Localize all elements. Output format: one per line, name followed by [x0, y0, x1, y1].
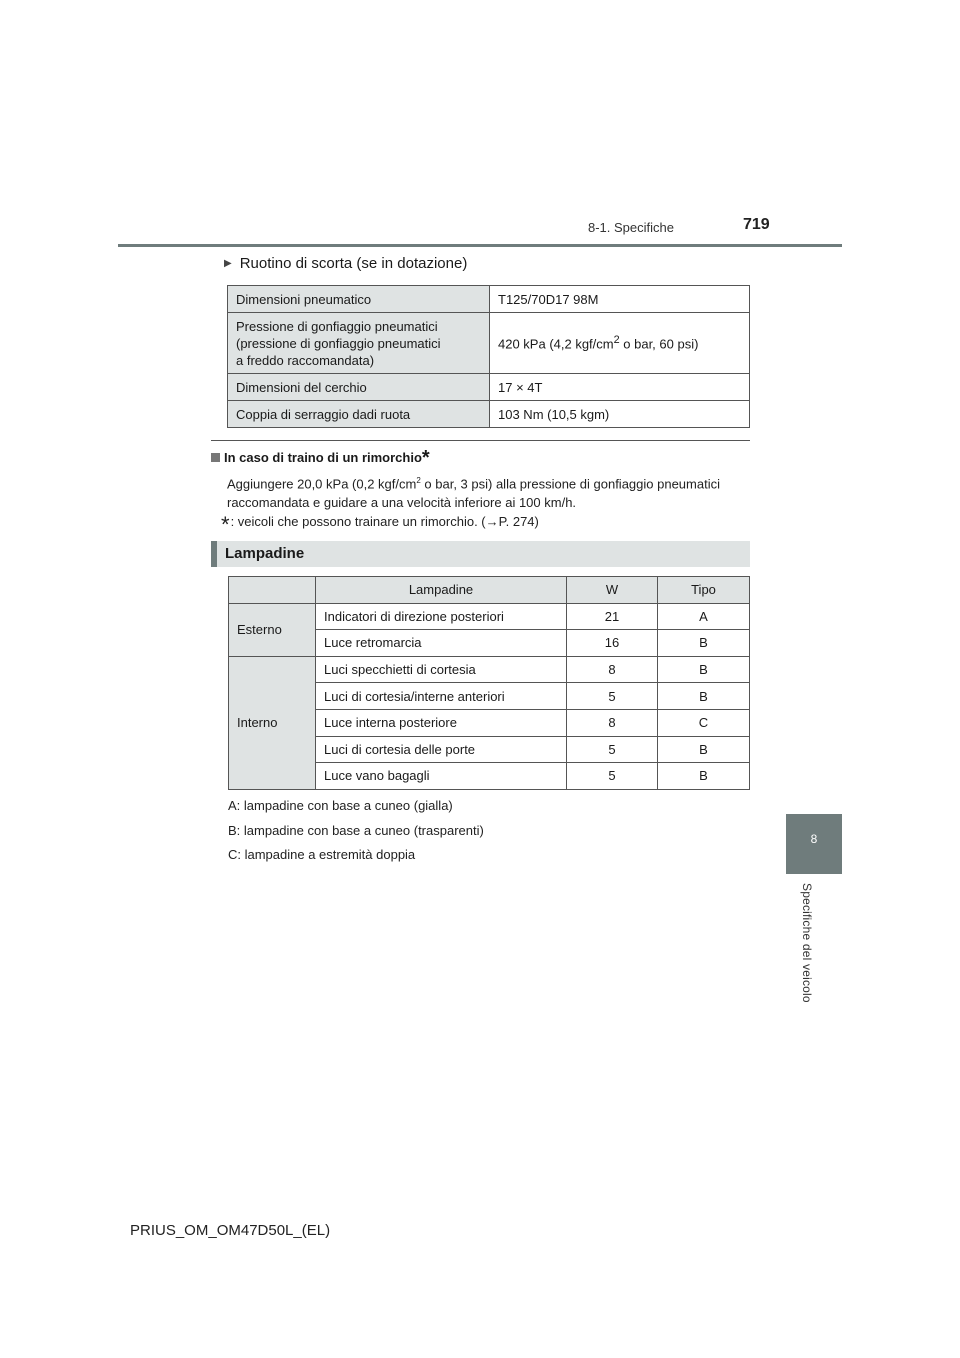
triangle-right-icon: ▶	[224, 258, 232, 269]
table-row	[229, 603, 750, 630]
section-header: 8-1. Specifiche	[588, 220, 674, 235]
spec-value	[490, 313, 750, 374]
section-marker	[211, 541, 217, 567]
bulb-name: Luce retromarcia	[316, 630, 567, 657]
spec-label-line: a freddo raccomandata)	[236, 352, 375, 368]
table-row	[229, 656, 750, 683]
bulbs-table	[228, 576, 750, 790]
spec-label: Dimensioni pneumatico	[228, 286, 490, 313]
bulb-type: B	[658, 763, 750, 790]
table-row	[228, 286, 750, 313]
superscript: 2	[416, 476, 421, 485]
page-number: 719	[743, 216, 770, 233]
spare-wheel-title-text: Ruotino di scorta (se in dotazione)	[239, 255, 468, 272]
column-header: Tipo	[658, 577, 750, 604]
group-cell: Esterno	[229, 603, 316, 656]
spare-wheel-table	[227, 285, 750, 428]
bulb-type: B	[658, 683, 750, 710]
trailer-heading-text: In caso di traino di un rimorchio	[224, 450, 422, 465]
chapter-number: 8	[810, 832, 818, 846]
bulb-watt: 21	[567, 603, 658, 630]
legend-item: C: lampadine a estremità doppia	[228, 847, 416, 862]
footnote-text: : veicoli che possono trainare un rimorchio. (→P. 274)	[230, 514, 539, 529]
trailer-heading	[211, 447, 430, 469]
header-rule	[118, 244, 842, 247]
spec-label	[228, 313, 490, 374]
bulb-name: Luci specchietti di cortesia	[316, 656, 567, 683]
spec-value: 103 Nm (10,5 kgm)	[490, 401, 750, 428]
section-bar	[211, 541, 750, 567]
spec-label: Dimensioni del cerchio	[228, 374, 490, 401]
spec-label-line: Pressione di gonfiaggio pneumatici	[236, 318, 438, 334]
trailer-body	[227, 471, 757, 512]
chapter-tab	[786, 814, 842, 874]
bulb-type: B	[658, 736, 750, 763]
column-header: W	[567, 577, 658, 604]
bulb-type: B	[658, 656, 750, 683]
spec-value-text: 420 kPa (4,2 kgf/cm	[498, 336, 614, 352]
spec-value-text: o bar, 60 psi)	[619, 336, 699, 352]
table-row	[228, 401, 750, 428]
column-header	[229, 577, 316, 604]
trailer-body-text: o bar, 3 psi) alla pressione di gonfiaggio pneumatici raccomandata e guidare a una velocità inferiore ai 100 km/h.	[227, 476, 720, 511]
table-header-row	[229, 577, 750, 604]
section-title: Lampadine	[225, 545, 305, 562]
legend-item: A: lampadine con base a cuneo (gialla)	[228, 798, 453, 813]
column-header: Lampadine	[316, 577, 567, 604]
bulb-watt: 5	[567, 683, 658, 710]
footnote	[221, 512, 539, 538]
table-row	[228, 313, 750, 374]
bulb-watt: 5	[567, 763, 658, 790]
bulb-watt: 5	[567, 736, 658, 763]
table-row	[228, 374, 750, 401]
group-cell: Interno	[229, 656, 316, 789]
asterisk-mark: *	[421, 447, 430, 469]
spec-value: T125/70D17 98M	[490, 286, 750, 313]
bulb-type: C	[658, 709, 750, 736]
spec-label-line: (pressione di gonfiaggio pneumatici	[236, 335, 441, 351]
bulb-name: Indicatori di direzione posteriori	[316, 603, 567, 630]
square-bullet-icon	[211, 453, 220, 462]
bulb-name: Luci di cortesia delle porte	[316, 736, 567, 763]
trailer-body-text: Aggiungere 20,0 kPa (0,2 kgf/cm	[227, 476, 417, 492]
bulb-legend	[228, 798, 484, 872]
divider	[211, 440, 750, 441]
bulb-watt: 8	[567, 656, 658, 683]
spare-wheel-title	[224, 255, 467, 272]
bulb-type: A	[658, 603, 750, 630]
bulb-watt: 16	[567, 630, 658, 657]
bulb-name: Luci di cortesia/interne anteriori	[316, 683, 567, 710]
superscript: 2	[613, 334, 620, 347]
spec-value: 17 × 4T	[490, 374, 750, 401]
bulb-name: Luce vano bagagli	[316, 763, 567, 790]
document-code: PRIUS_OM_OM47D50L_(EL)	[130, 1222, 331, 1239]
bulb-watt: 8	[567, 709, 658, 736]
chapter-label: Specifiche del veicolo	[800, 883, 814, 1003]
legend-item: B: lampadine con base a cuneo (trasparenti)	[228, 822, 484, 838]
asterisk-mark: *	[221, 512, 230, 537]
bulb-type: B	[658, 630, 750, 657]
spec-label: Coppia di serraggio dadi ruota	[228, 401, 490, 428]
bulb-name: Luce interna posteriore	[316, 709, 567, 736]
